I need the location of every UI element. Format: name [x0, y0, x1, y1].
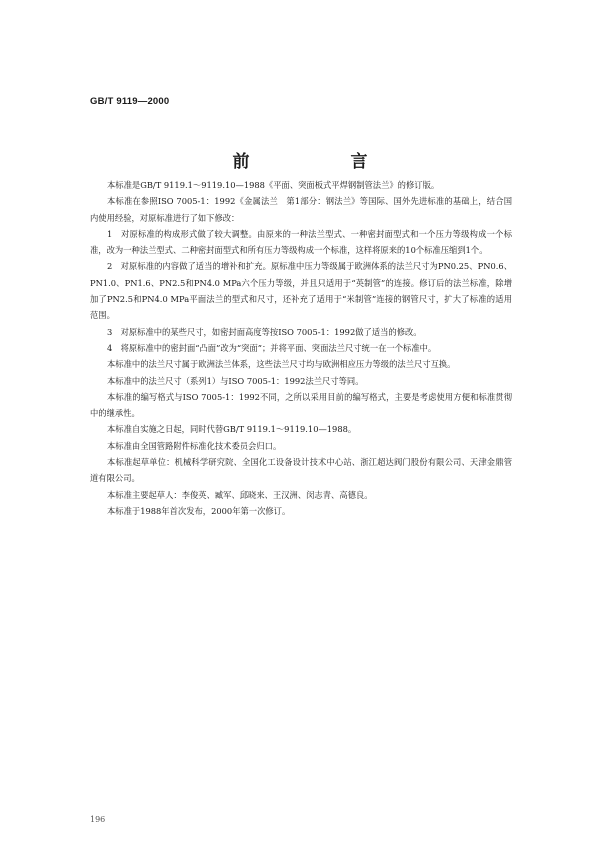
paragraph: 本标准自实施之日起，同时代替GB/T 9119.1～9119.10—1988。 — [107, 424, 357, 435]
paragraph: 本标准主要起草人：李俊英、臧军、邱晓来、王汉洲、闵志青、高德良。 — [107, 489, 373, 500]
paragraph: 本标准于1988年首次发布，2000年第一次修订。 — [107, 505, 291, 516]
paragraph: 1 对原标准的构成形式做了较大调整。由原来的一种法兰型式、一种密封面型式和一个压力等级构成一个标准，改为一种法兰型式、二种密封面型式和所有压力等级构成一个标准，这样将原来的10个标准压缩到1个。 — [90, 228, 512, 256]
paragraph: 本标准中的法兰尺寸（系列1）与ISO 7005-1：1992法兰尺寸等同。 — [107, 375, 364, 386]
paragraph: 本标准由全国管路附件标准化技术委员会归口。 — [107, 440, 282, 451]
paragraph: 本标准在参照ISO 7005-1：1992《金属法兰 第1部分：钢法兰》等国际、国外先进标准的基础上，结合国内使用经验，对原标准进行了如下修改： — [90, 196, 512, 223]
paragraph: 4 将原标准中的密封面“凸面”改为“突面”；并将平面、突面法兰尺寸统一在一个标准中。 — [107, 342, 437, 353]
preface-body — [90, 177, 512, 519]
page-title: 前 言 — [232, 152, 410, 172]
paragraph: 本标准的编写格式与ISO 7005-1：1992不同，之所以采用目前的编写格式，主要是考虑使用方便和标准贯彻中的继承性。 — [90, 391, 512, 419]
page-number: 196 — [90, 815, 106, 824]
paragraph: 本标准中的法兰尺寸属于欧洲法兰体系，这些法兰尺寸均与欧洲相应压力等级的法兰尺寸互换。 — [107, 359, 456, 370]
paragraph: 3 对原标准中的某些尺寸，如密封面高度等按ISO 7005-1：1992做了适当的修改。 — [107, 326, 422, 337]
paragraph: 本标准是GB/T 9119.1～9119.10—1988《平面、突面板式平焊钢制管法兰》的修订版。 — [107, 180, 440, 190]
paragraph: 2 对原标准的内容做了适当的增补和扩充。原标准中压力等级属于欧洲体系的法兰尺寸为PN0.25、PN0.6、PN1.0、PN1.6、PN2.5和PN4.0 MPa六个压力等级，并且只适用于“英制管”的连接。修订后的法兰标准，除增加了PN2.5和PN4.0 MPa平面法兰的型式和尺寸，还补充了适用于“米制管”连接的钢管尺寸，扩大了标准的适用范围。 — [90, 261, 512, 321]
paragraph: 本标准起草单位：机械科学研究院、全国化工设备设计技术中心站、浙江超达阀门股份有限公司、天津金鼎管道有限公司。 — [90, 457, 512, 484]
standard-code: GB/T 9119—2000 — [90, 96, 170, 107]
